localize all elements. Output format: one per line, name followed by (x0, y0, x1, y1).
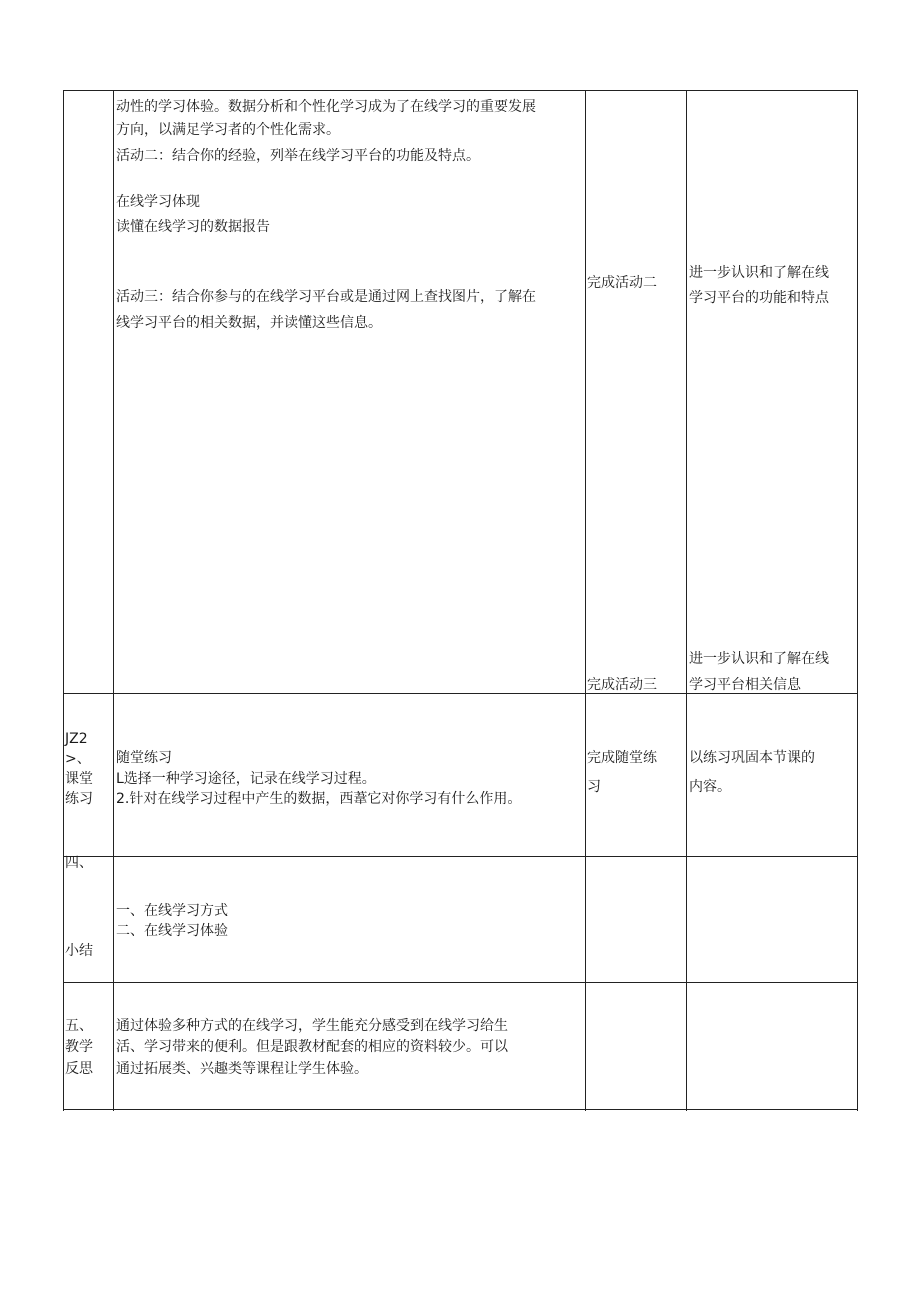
row-label-line: 小结 (65, 943, 93, 959)
column-divider (585, 90, 586, 1111)
reflection-line: 通过拓展类、兴趣类等课程让学生体验。 (116, 1061, 368, 1077)
design-intent-b-line: 进一步认识和了解在线 (689, 651, 829, 667)
activity-two-text: 活动二：结合你的经验，列举在线学习平台的功能及特点。 (116, 148, 480, 164)
row-divider (63, 982, 858, 983)
row-label-line: 练习 (65, 791, 93, 807)
row-label-line: 五、 (65, 1018, 93, 1034)
design-intent-line: 内容。 (689, 779, 731, 795)
row-label-line: 课堂 (65, 771, 93, 787)
row-label-line: 四、 (65, 855, 93, 871)
student-activity-line: 完成随堂练 (587, 750, 657, 766)
column-divider (113, 90, 114, 1111)
practice-title: 随堂练习 (116, 750, 172, 766)
table-border-right (857, 90, 858, 1111)
row-label-line: 反思 (65, 1061, 93, 1077)
row-label-line: 教学 (65, 1039, 93, 1055)
section-heading: 在线学习体现 (116, 194, 200, 210)
lesson-plan-table (63, 90, 858, 1110)
student-activity-b: 完成活动三 (587, 677, 657, 693)
summary-item: 二、在线学习体验 (116, 923, 228, 939)
design-intent-b-line: 学习平台相关信息 (689, 677, 801, 693)
table-border-left (63, 90, 64, 1111)
design-intent-a-line: 学习平台的功能和特点 (689, 290, 829, 306)
activity-three-text: 活动三：结合你参与的在线学习平台或是通过网上查找图片，了解在 (116, 289, 536, 305)
student-activity-line: 习 (587, 779, 601, 795)
row-divider (63, 856, 858, 857)
content-line: 方向，以满足学习者的个性化需求。 (116, 122, 340, 138)
row-label-line: JZ2 (65, 731, 88, 747)
design-intent-a-line: 进一步认识和了解在线 (689, 265, 829, 281)
content-line: 线学习平台的相关数据，并读懂这些信息。 (116, 315, 382, 331)
practice-item: 2.针对在线学习过程中产生的数据，西葦它对你学习有什么作用。 (116, 791, 522, 807)
summary-item: 一、在线学习方式 (116, 903, 228, 919)
column-divider (686, 90, 687, 1111)
reflection-line: 通过体验多种方式的在线学习，学生能充分感受到在线学习给生 (116, 1018, 508, 1034)
reflection-line: 活、学习带来的便利。但是跟教材配套的相应的资料较少。可以 (116, 1039, 508, 1055)
row-label-line: >、 (65, 751, 91, 767)
table-border-bottom (63, 1109, 858, 1110)
table-border-top (63, 90, 858, 91)
design-intent-line: 以练习巩固本节课的 (689, 750, 815, 766)
practice-item: L选择一种学习途径，记录在线学习过程。 (116, 771, 376, 787)
content-line: 动性的学习体验。数据分析和个性化学习成为了在线学习的重要发展 (116, 99, 536, 115)
student-activity-a: 完成活动二 (587, 275, 657, 291)
section-subheading: 读懂在线学习的数据报告 (116, 219, 270, 235)
